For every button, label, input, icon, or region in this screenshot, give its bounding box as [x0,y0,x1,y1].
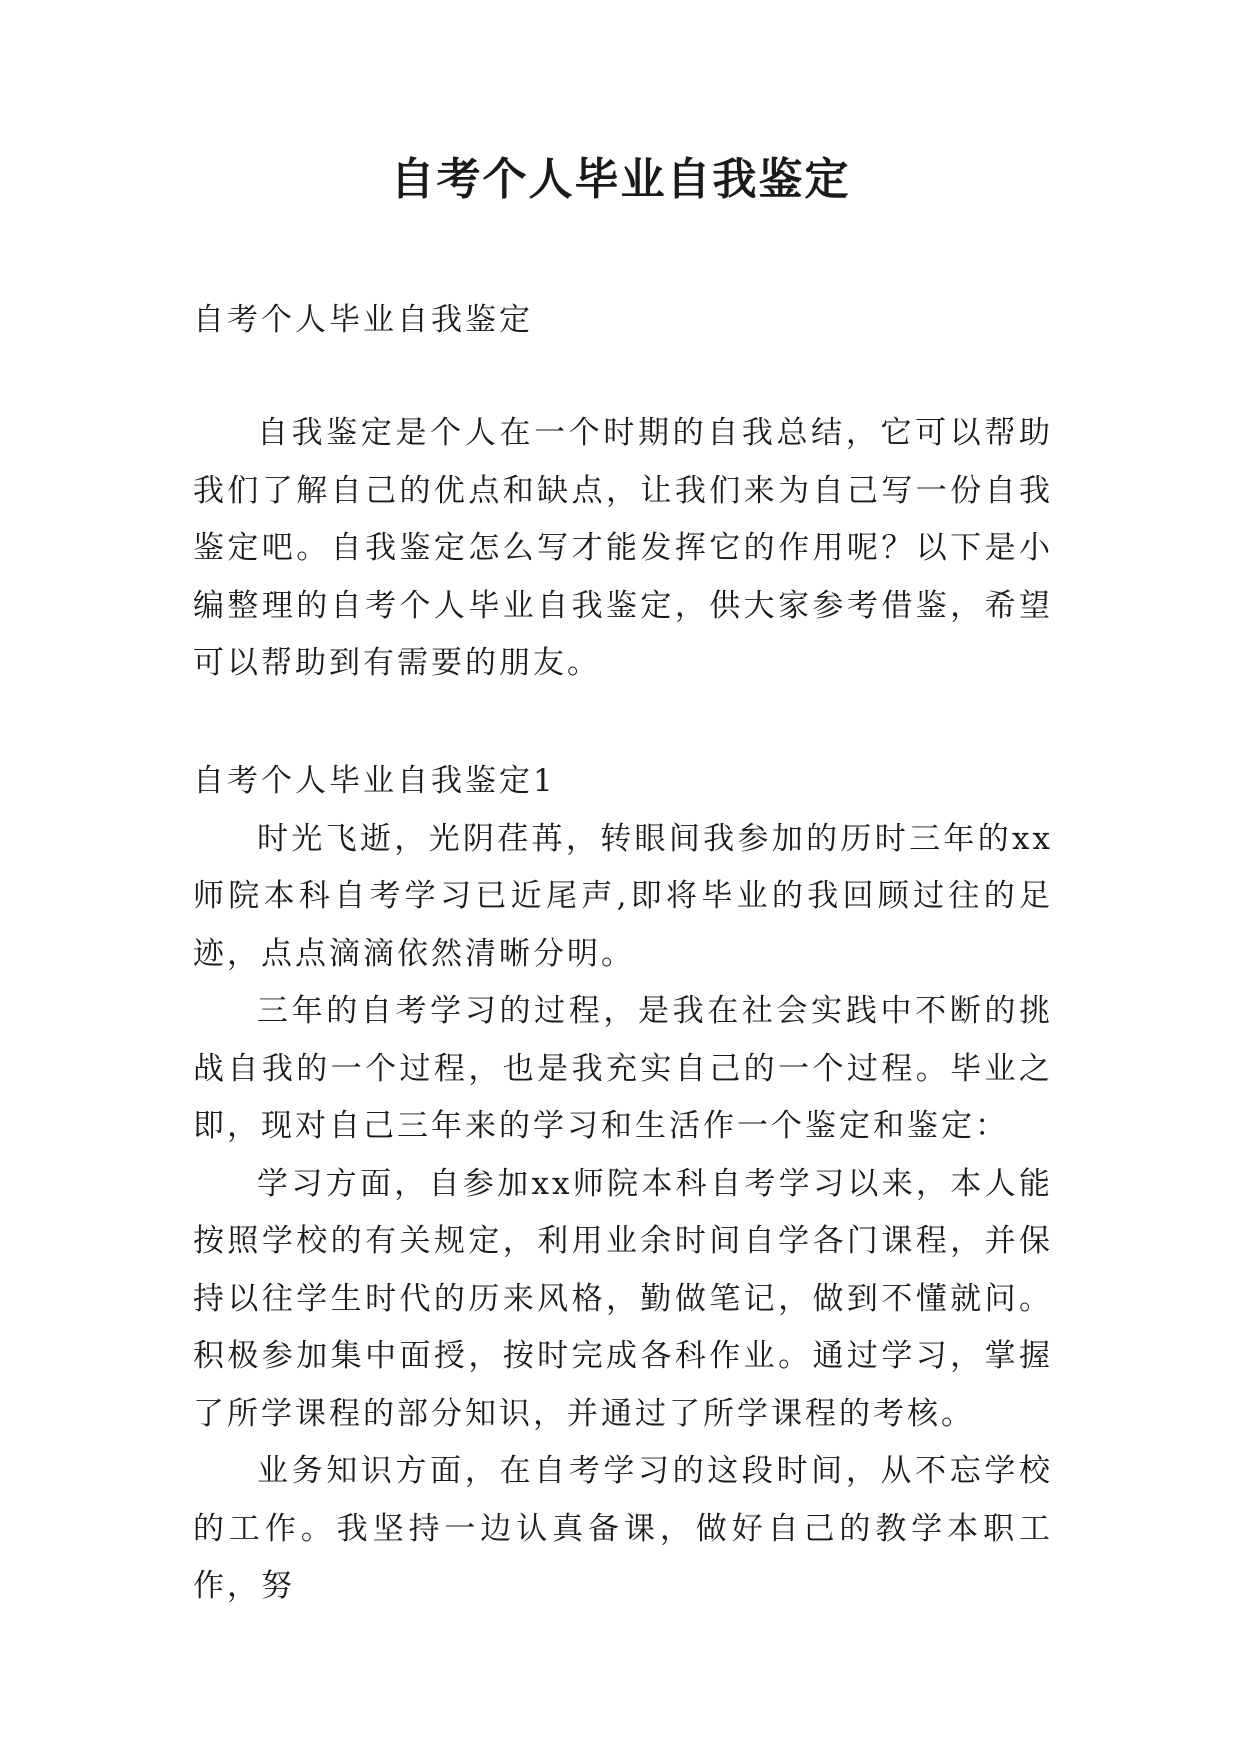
subtitle-text: 自考个人毕业自我鉴定 [193,302,533,338]
body-paragraph: 业务知识方面，在自考学习的这段时间，从不忘学校的工作。我坚持一边认真备课，做好自己的教学本职工作，努 [193,1453,1053,1604]
body-paragraph: 学习方面，自参加xx师院本科自考学习以来，本人能按照学校的有关规定，利用业余时间自学各门课程，并保持以往学生时代的历来风格，勤做笔记，做到不懂就问。积极参加集中面授，按时完成各科作业。通过学习，掌握了所学课程的部分知识，并通过了所学课程的考核。 [193,1165,1053,1432]
section-1 [193,753,1053,1616]
body-paragraph: 时光飞逝，光阴荏苒，转眼间我参加的历时三年的xx师院本科自考学习已近尾声,即将毕业的我回顾过往的足迹，点点滴滴依然清晰分明。 [193,820,1053,972]
intro-text: 自我鉴定是个人在一个时期的自我总结，它可以帮助我们了解自己的优点和缺点，让我们来为自己写一份自我鉴定吧。自我鉴定怎么写才能发挥它的作用呢？以下是小编整理的自考个人毕业自我鉴定，供大家参考借鉴，希望可以帮助到有需要的朋友。 [193,415,1053,681]
document-title: 自考个人毕业自我鉴定 [390,154,851,205]
intro-paragraph [193,405,1053,693]
section-heading: 自考个人毕业自我鉴定1 [193,763,556,799]
document-subtitle [193,292,1053,350]
body-paragraph: 三年的自考学习的过程，是我在社会实践中不断的挑战自我的一个过程，也是我充实自己的一个过程。毕业之即，现对自己三年来的学习和生活作一个鉴定和鉴定： [193,993,1053,1144]
